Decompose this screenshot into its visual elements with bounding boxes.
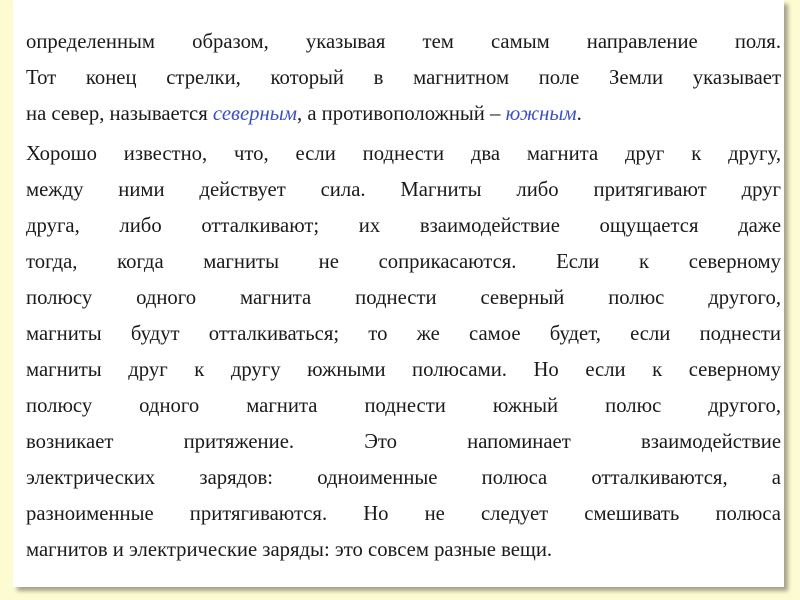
text-line: полюсу одного магнита поднести южный полюс другого, (26, 395, 781, 417)
text-line: возникает притяжение. Это напоминает взаимодействие (26, 431, 781, 453)
text-line: Тот конец стрелки, который в магнитном поле Земли указывает (26, 67, 781, 89)
paragraph-1 (26, 24, 781, 132)
text-fragment: , а противоположный – (296, 103, 506, 125)
text-line: полюсу одного магнита поднести северный полюс другого, (26, 287, 781, 309)
paragraph-2 (26, 136, 781, 568)
text-line (26, 96, 781, 132)
text-line: магниты будут отталкиваться; то же самое будет, если поднести (26, 323, 781, 345)
term-south: южным (505, 103, 577, 125)
text-line: Хорошо известно, что, если поднести два магнита друг к другу, (26, 143, 781, 165)
text-line: разноименные притягиваются. Но не следует смешивать полюса (26, 503, 781, 525)
text-line: магнитов и электрические заряды: это совсем разные вещи. (26, 539, 553, 561)
text-line: определенным образом, указывая тем самым направление поля. (26, 31, 781, 53)
text-line: тогда, когда магниты не соприкасаются. Если к северному (26, 251, 781, 273)
text-body (26, 24, 781, 568)
term-north: северным (212, 103, 297, 125)
text-line: друга, либо отталкивают; их взаимодействие ощущается даже (26, 215, 781, 237)
text-line: магниты друг к другу южными полюсами. Но если к северному (26, 359, 781, 381)
slide-page (13, 0, 784, 587)
text-line: между ними действует сила. Магниты либо притягивают друг (26, 179, 781, 201)
text-fragment: . (576, 103, 582, 125)
text-line: электрических зарядов: одноименные полюса отталкиваются, а (26, 467, 781, 489)
text-fragment: на север, называется (26, 103, 213, 125)
